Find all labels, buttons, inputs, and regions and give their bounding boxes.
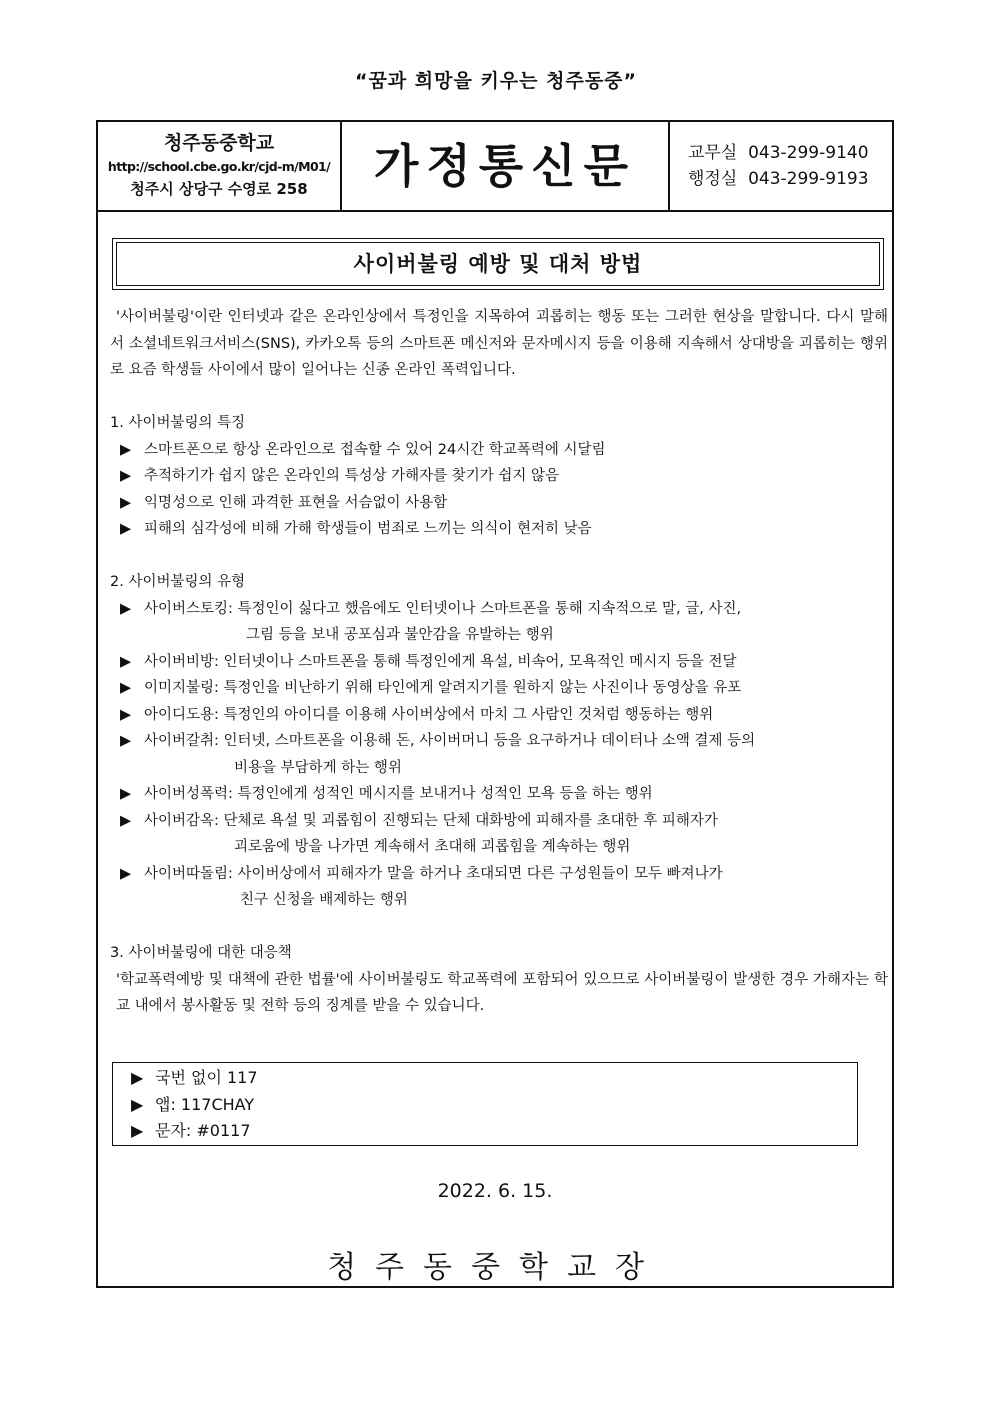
list-item bbox=[110, 649, 888, 676]
bullet-arrow-icon: ▶ bbox=[120, 441, 132, 458]
intro-paragraph: '사이버불링'이란 인터넷과 같은 온라인상에서 특정인을 지목하여 괴롭히는 행동 또는 그러한 현상을 말합니다. 다시 말해서 소셜네트워크서비스(SNS), 카카오톡 등의 스마트폰 메신저와 문자메시지 등을 이용해 지속해서 상대방을 괴롭히는 행위로 요즘 학생들 사이에서 많이 일어나는 신종 온라인 폭력입니다. bbox=[110, 309, 888, 378]
list-item-text: 스마트폰으로 항상 온라인으로 접속할 수 있어 24시간 학교폭력에 시달림 bbox=[144, 441, 606, 458]
phone-label: 교무실 bbox=[688, 143, 738, 163]
section-3-paragraph: '학교폭력예방 및 대책에 관한 법률'에 사이버불링도 학교폭력에 포함되어 있으므로 사이버불링이 발생한 경우 가해자는 학교 내에서 봉사활동 및 전학 등의 징계를 받을 수 있습니다. bbox=[116, 971, 888, 1014]
list-item bbox=[113, 1065, 857, 1092]
section-1-title: 1. 사이버불링의 특징 bbox=[110, 414, 246, 431]
notice-body bbox=[110, 304, 888, 1020]
bullet-arrow-icon: ▶ bbox=[120, 786, 132, 802]
section-2-title: 2. 사이버불링의 유형 bbox=[110, 573, 246, 590]
list-item-text: 피해의 심각성에 비해 가해 학생들이 범죄로 느끼는 의식이 현저히 낮음 bbox=[144, 521, 592, 537]
principal-signature: 청주동중학교장 bbox=[327, 1250, 663, 1285]
phone-info bbox=[688, 140, 869, 192]
topic-title: 사이버불링 예방 및 대처 방법 bbox=[116, 242, 880, 286]
list-item bbox=[110, 596, 888, 623]
bullet-arrow-icon: ▶ bbox=[120, 706, 132, 723]
phone-number: 043-299-9140 bbox=[748, 143, 869, 163]
list-item bbox=[110, 702, 888, 729]
contact-text: 국번 없이 117 bbox=[155, 1068, 258, 1087]
report-contacts-box bbox=[112, 1062, 858, 1146]
bullet-arrow-icon: ▶ bbox=[120, 680, 132, 696]
bullet-arrow-icon: ▶ bbox=[120, 521, 132, 537]
bullet-arrow-icon: ▶ bbox=[120, 600, 132, 617]
school-info bbox=[98, 122, 342, 210]
list-item-text: 사이버비방: 인터넷이나 스마트폰을 통해 특정인에게 욕설, 비속어, 모욕적인 메시지 등을 전달 bbox=[144, 653, 737, 670]
notice-frame bbox=[96, 120, 894, 1288]
bullet-arrow-icon: ▶ bbox=[120, 812, 132, 829]
list-item-text: 익명성으로 인해 과격한 표현을 서슴없이 사용함 bbox=[144, 494, 448, 511]
bullet-arrow-icon: ▶ bbox=[131, 1094, 144, 1114]
slogan: “꿈과 희망을 키우는 청주동중” bbox=[354, 70, 638, 92]
list-item-text: 사이버갈취: 인터넷, 스마트폰을 이용해 돈, 사이버머니 등을 요구하거나 데이터나 소액 결제 등의 bbox=[144, 733, 756, 749]
phone-row bbox=[688, 140, 869, 166]
bullet-arrow-icon: ▶ bbox=[120, 865, 132, 882]
list-item-text: 추적하기가 쉽지 않은 온라인의 특성상 가해자를 찾기가 쉽지 않음 bbox=[144, 468, 560, 484]
list-item bbox=[110, 808, 888, 835]
bullet-arrow-icon: ▶ bbox=[120, 468, 132, 484]
issue-date: 2022. 6. 15. bbox=[437, 1180, 553, 1202]
list-item bbox=[110, 861, 888, 888]
list-item bbox=[113, 1118, 857, 1145]
list-item-continuation: 친구 신청을 배제하는 행위 bbox=[240, 892, 408, 908]
phone-label: 행정실 bbox=[688, 169, 738, 189]
list-item-text: 아이디도용: 특정인의 아이디를 이용해 사이버상에서 마치 그 사람인 것처럼 행동하는 행위 bbox=[144, 706, 714, 723]
list-item bbox=[110, 728, 888, 755]
letterhead bbox=[98, 122, 892, 212]
contact-text: 앱: 117CHAY bbox=[155, 1094, 255, 1114]
list-item-text: 사이버스토킹: 특정인이 싫다고 했음에도 인터넷이나 스마트폰을 통해 지속적으로 말, 글, 사진, bbox=[144, 600, 742, 617]
list-item-continuation: 비용을 부담하게 하는 행위 bbox=[234, 759, 402, 776]
list-item bbox=[110, 463, 888, 490]
school-name: 청주동중학교 bbox=[163, 132, 275, 154]
list-item bbox=[113, 1092, 857, 1119]
page-title: 가정통신문 bbox=[373, 139, 637, 193]
topic-box bbox=[112, 238, 884, 290]
title-cell bbox=[342, 122, 670, 210]
bullet-arrow-icon: ▶ bbox=[120, 494, 132, 511]
list-item-text: 사이버성폭력: 특정인에게 성적인 메시지를 보내거나 성적인 모욕 등을 하는 행위 bbox=[144, 786, 653, 802]
school-address: 청주시 상당구 수영로 258 bbox=[130, 180, 308, 198]
section-3-title: 3. 사이버불링에 대한 대응책 bbox=[110, 944, 292, 961]
list-item bbox=[110, 437, 888, 464]
list-item bbox=[110, 516, 888, 543]
list-item bbox=[110, 490, 888, 517]
bullet-arrow-icon: ▶ bbox=[131, 1121, 144, 1140]
contact-text: 문자: #0117 bbox=[155, 1121, 251, 1140]
bullet-arrow-icon: ▶ bbox=[120, 733, 132, 749]
list-item-continuation: 그림 등을 보내 공포심과 불안감을 유발하는 행위 bbox=[246, 627, 554, 643]
bullet-arrow-icon: ▶ bbox=[131, 1068, 144, 1087]
phone-number: 043-299-9193 bbox=[748, 169, 869, 189]
phone-row bbox=[688, 166, 869, 192]
list-item bbox=[110, 675, 888, 702]
list-item-text: 사이버따돌림: 사이버상에서 피해자가 말을 하거나 초대되면 다른 구성원들이 모두 빠져나가 bbox=[144, 865, 723, 882]
list-item bbox=[110, 781, 888, 808]
list-item-continuation: 괴로움에 방을 나가면 계속해서 초대해 괴롭힘을 계속하는 행위 bbox=[234, 839, 631, 855]
list-item-text: 이미지불링: 특정인을 비난하기 위해 타인에게 알려지기를 원하지 않는 사진이나 동영상을 유포 bbox=[144, 680, 742, 696]
list-item-text: 사이버감옥: 단체로 욕설 및 괴롭힘이 진행되는 단체 대화방에 피해자를 초대한 후 피해자가 bbox=[144, 812, 718, 829]
school-url[interactable]: http://school.cbe.go.kr/cjd-m/M01/ bbox=[107, 159, 331, 174]
bullet-arrow-icon: ▶ bbox=[120, 653, 132, 670]
